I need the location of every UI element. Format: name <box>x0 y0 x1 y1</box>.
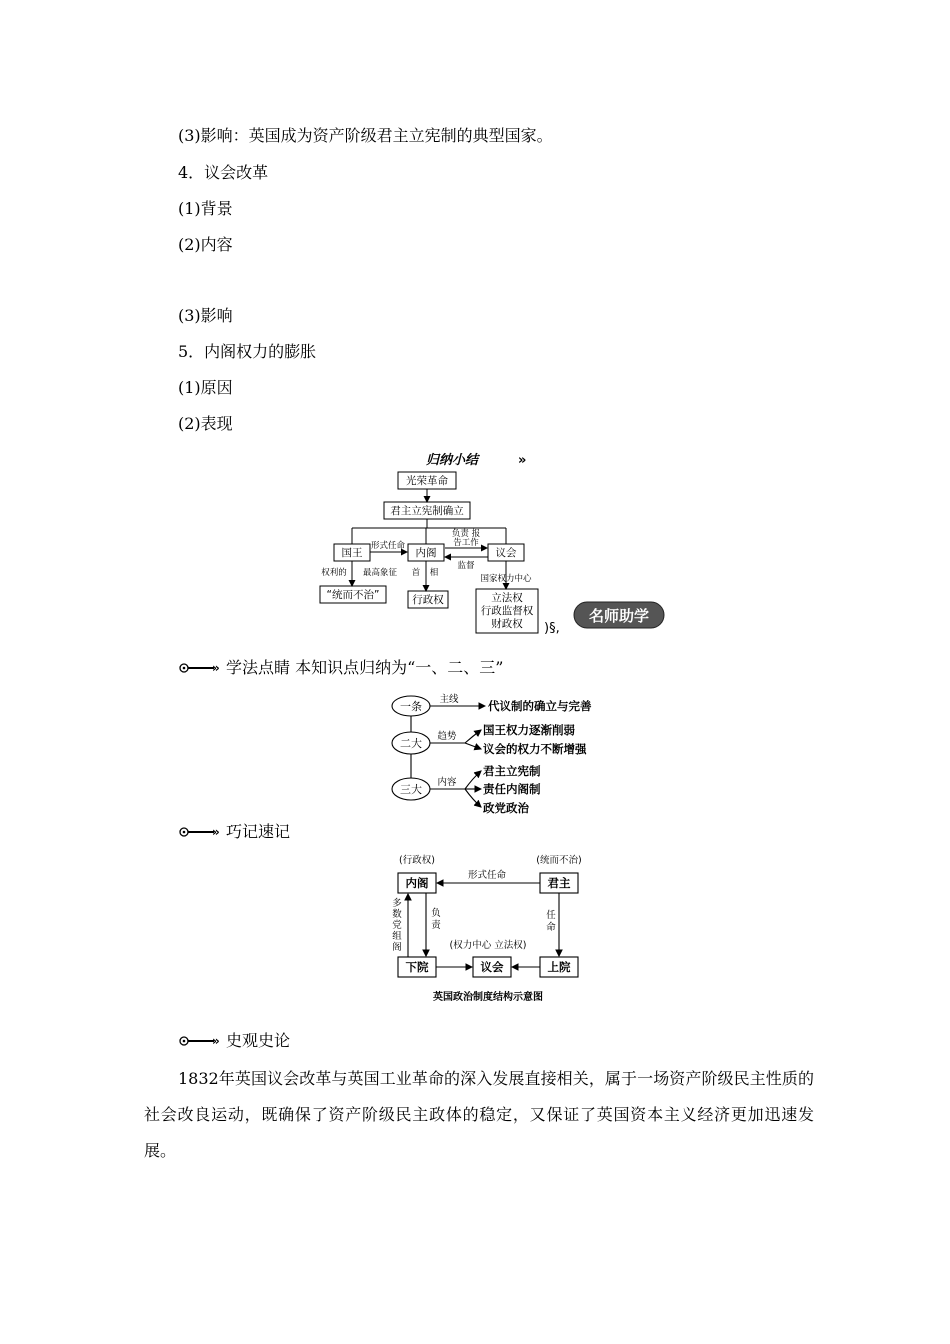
item-b2: 议会的权力不断增强 <box>483 742 587 756</box>
node-san: 三大 <box>400 783 422 796</box>
svg-text:»: » <box>212 826 220 838</box>
arrow-bullet-icon <box>178 662 224 674</box>
yierersan-diagram <box>385 692 605 816</box>
label-yihui: 议会 <box>495 547 517 559</box>
label-xsrm: 形式任命 <box>467 870 507 881</box>
char-duoshu: 多 <box>392 898 402 909</box>
chevron-icon: » <box>518 453 527 468</box>
label-xiayuan: 下院 <box>405 960 429 974</box>
char-renming: 任 <box>546 910 556 921</box>
summary-diagram <box>300 448 680 638</box>
badge-label: 名师助学 <box>588 607 650 625</box>
item-c2: 责任内阁制 <box>483 782 541 796</box>
text-line: (2)内容 <box>178 235 233 254</box>
char-fuze: 责 <box>431 920 441 931</box>
tip-label: 史观史论 <box>226 1031 291 1050</box>
label-guowang: 国王 <box>341 547 363 559</box>
label-fuze-2: 告工作 <box>453 538 479 548</box>
label-neige: 内阁 <box>405 876 429 890</box>
char-renming: 命 <box>546 922 556 933</box>
label-xingzhengquan: 行政权 <box>412 594 444 606</box>
svg-text:»: » <box>212 662 220 674</box>
item-c1: 君主立宪制 <box>483 764 541 778</box>
item-c3: 政党政治 <box>483 801 529 815</box>
char-duoshu: 党 <box>392 920 402 931</box>
label-neirong: 内容 <box>437 777 457 788</box>
arrow-bullet-icon <box>178 1035 224 1047</box>
label-fuze-1: 负责 报 <box>451 529 481 539</box>
section-heading: 5．内阁权力的膨胀 <box>178 342 317 361</box>
label-xiang: 相 <box>429 568 439 578</box>
label-lifa-1: 立法权 <box>491 592 523 604</box>
text-line: (1)背景 <box>178 199 233 218</box>
label-zhongxin: 国家权力中心 <box>480 574 532 584</box>
body-paragraph: 1832年英国议会改革与英国工业革命的深入发展直接相关，属于一场资产阶级民主性质的社会改良运动，既确保了资产阶级民主政体的稳定，又保证了英国资本主义经济更加迅速发展。 <box>144 1069 814 1160</box>
text-line: (1)原因 <box>178 378 233 397</box>
label-suffix: )§, <box>544 621 560 636</box>
char-fuze: 负 <box>431 908 441 919</box>
node-yi: 一条 <box>400 700 422 713</box>
label-neige: 内阁 <box>415 547 437 559</box>
structure-diagram <box>385 850 595 1008</box>
tip-heading-qiaoji <box>178 822 290 842</box>
text-line: (3)影响：英国成为资产阶级君主立宪制的典型国家。 <box>178 126 553 145</box>
label-zhuxian: 主线 <box>439 694 459 705</box>
label-lifa-2: 行政监督权 <box>480 605 534 617</box>
label-zhongxin: (权力中心 立法权) <box>449 940 527 951</box>
label-xzq: (行政权) <box>399 855 435 866</box>
item-a1: 代议制的确立与完善 <box>488 699 592 713</box>
label-shou: 首 <box>411 568 421 578</box>
diagram-caption: 英国政治制度结构示意图 <box>433 992 543 1003</box>
label-qushi: 趋势 <box>437 731 457 742</box>
label-junzhu: 君主立宪制确立 <box>390 505 464 517</box>
label-yihui: 议会 <box>480 960 504 974</box>
text-line: (3)影响 <box>178 306 233 325</box>
arrow-bullet-icon <box>178 826 224 838</box>
svg-text:»: » <box>212 1035 220 1047</box>
label-shangyuan: 上院 <box>547 960 571 974</box>
label-tongerbuzhi: “统而不治” <box>326 589 380 601</box>
tip-heading-xuefa <box>178 658 503 678</box>
label-tebz: (统而不治) <box>536 855 582 866</box>
tip-label: 学法点睛 本知识点归纳为“一、二、三” <box>226 658 504 677</box>
item-b1: 国王权力逐渐削弱 <box>483 723 575 737</box>
char-duoshu: 组 <box>392 931 402 942</box>
node-er: 二大 <box>400 737 422 750</box>
char-duoshu: 阁 <box>392 942 402 953</box>
summary-title: 归纳小结 <box>425 453 479 468</box>
label-junzhu: 君主 <box>547 876 571 890</box>
label-lifa-3: 财政权 <box>491 618 523 630</box>
label-jiandu: 监督 <box>457 561 475 571</box>
tip-label: 巧记速记 <box>226 822 291 841</box>
char-duoshu: 数 <box>392 909 402 920</box>
label-xiangzheng: 最高象征 <box>362 568 398 578</box>
section-heading: 4．议会改革 <box>178 163 269 182</box>
tip-heading-shiguan <box>178 1031 290 1051</box>
label-xingshi: 形式任命 <box>370 541 406 551</box>
label-quanli: 权利的 <box>321 568 347 578</box>
label-guangrong: 光荣革命 <box>406 475 448 487</box>
text-line: (2)表现 <box>178 414 233 433</box>
